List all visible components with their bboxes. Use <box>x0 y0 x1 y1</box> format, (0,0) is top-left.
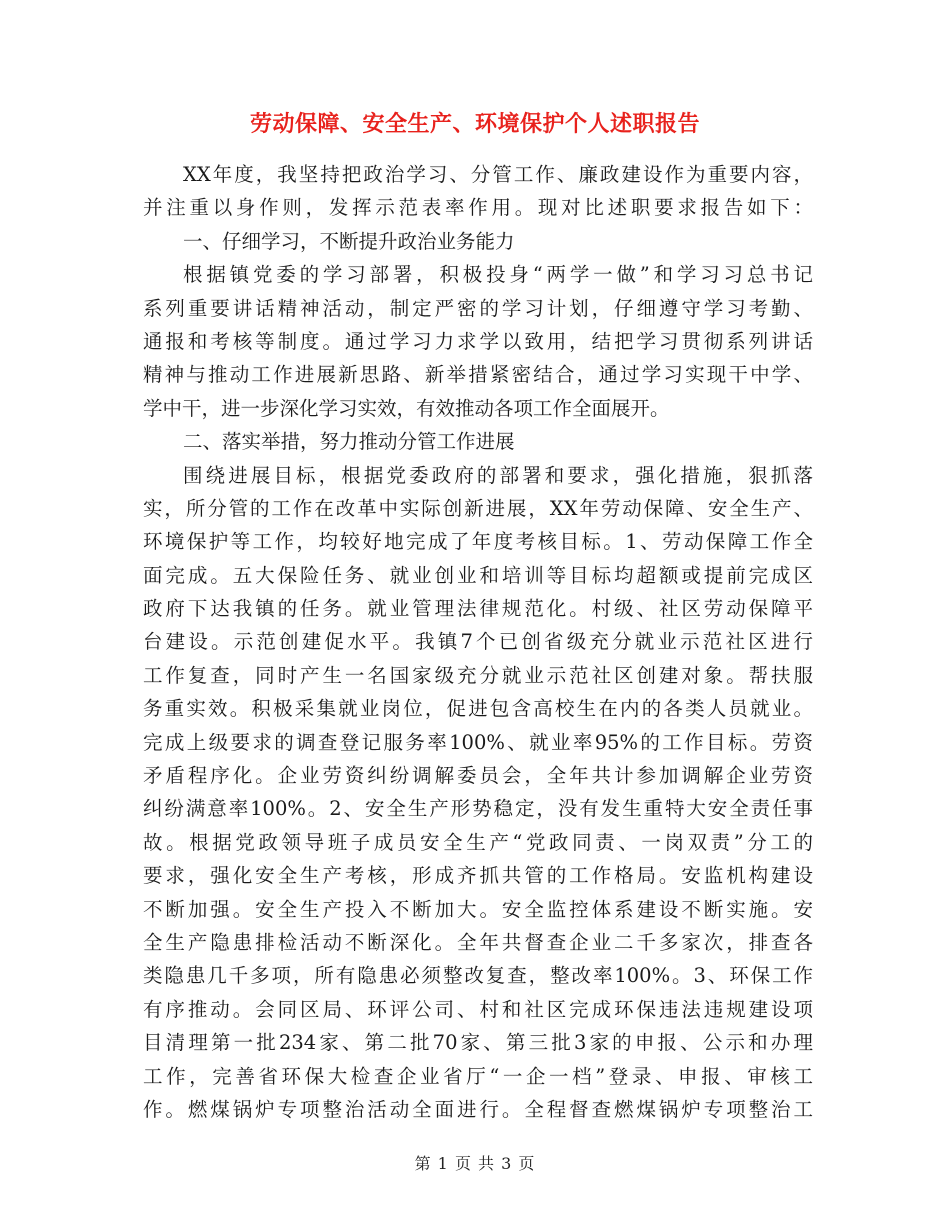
body-line: 不断加强。安全生产投入不断加大。安全监控体系建设不断实施。安 <box>143 897 813 921</box>
body-line: 工作复查，同时产生一名国家级充分就业示范社区创建对象。帮扶服 <box>143 663 813 687</box>
body-line: 矛盾程序化。企业劳资纠纷调解委员会，全年共计参加调解企业劳资 <box>143 764 813 788</box>
body-line: 完成上级要求的调查登记服务率100%、就业率95%的工作目标。劳资 <box>143 730 813 754</box>
body-line: 故。根据党政领导班子成员安全生产“党政同责、一岗双责”分工的 <box>143 830 813 854</box>
body-line: 目清理第一批234家、第二批70家、第三批3家的申报、公示和办理 <box>143 1031 813 1055</box>
body-line: 务重实效。积极采集就业岗位，促进包含高校生在内的各类人员就业。 <box>143 697 813 721</box>
section-heading-1: 一、仔细学习，不断提升政治业务能力 <box>183 229 515 253</box>
page-number-footer: 第 1 页 共 3 页 <box>414 1154 536 1173</box>
document-title: 劳动保障、安全生产、环境保护个人述职报告 <box>249 111 700 137</box>
body-line: 面完成。五大保险任务、就业创业和培训等目标均超额或提前完成区 <box>143 563 813 587</box>
body-line: 政府下达我镇的任务。就业管理法律规范化。村级、社区劳动保障平 <box>143 597 813 621</box>
body-line: 有序推动。会同区局、环评公司、村和社区完成环保违法违规建设项 <box>143 997 813 1021</box>
body-line: 系列重要讲话精神活动，制定严密的学习计划，仔细遵守学习考勤、 <box>143 296 813 320</box>
body-line: 环境保护等工作，均较好地完成了年度考核目标。1、劳动保障工作全 <box>143 530 813 554</box>
body-line: 通报和考核等制度。通过学习力求学以致用，结把学习贯彻系列讲话 <box>143 329 813 353</box>
body-line: 纠纷满意率100%。2、安全生产形势稳定，没有发生重特大安全责任事 <box>143 797 813 821</box>
body-line: 类隐患几千多项，所有隐患必须整改复查，整改率100%。3、环保工作 <box>143 964 813 988</box>
body-line: 台建设。示范创建促水平。我镇7个已创省级充分就业示范社区进行 <box>143 630 813 654</box>
body-line: 并注重以身作则，发挥示范表率作用。现对比述职要求报告如下： <box>143 196 813 220</box>
body-line: 全生产隐患排检活动不断深化。全年共督查企业二千多家次，排查各 <box>143 930 813 954</box>
body-line: XX年度，我坚持把政治学习、分管工作、廉政建设作为重要内容， <box>183 163 813 186</box>
body-line: 工作，完善省环保大检查企业省厅“一企一档”登录、申报、审核工 <box>143 1064 813 1088</box>
body-line: 要求，强化安全生产考核，形成齐抓共管的工作格局。安监机构建设 <box>143 864 813 888</box>
body-line: 围绕进展目标，根据党委政府的部署和要求，强化措施，狠抓落 <box>183 463 813 487</box>
body-line: 实，所分管的工作在改革中实际创新进展，XX年劳动保障、安全生产、 <box>143 496 813 520</box>
document-body <box>143 158 813 1126</box>
body-line: 精神与推动工作进展新思路、新举措紧密结合，通过学习实现干中学、 <box>143 363 813 387</box>
body-line: 作。燃煤锅炉专项整治活动全面进行。全程督查燃煤锅炉专项整治工 <box>143 1097 813 1121</box>
body-line: 学中干，进一步深化学习实效，有效推动各项工作全面展开。 <box>143 396 670 420</box>
section-heading-2: 二、落实举措，努力推动分管工作进展 <box>183 430 515 454</box>
body-line: 根据镇党委的学习部署，积极投身“两学一做”和学习习总书记 <box>183 263 813 287</box>
